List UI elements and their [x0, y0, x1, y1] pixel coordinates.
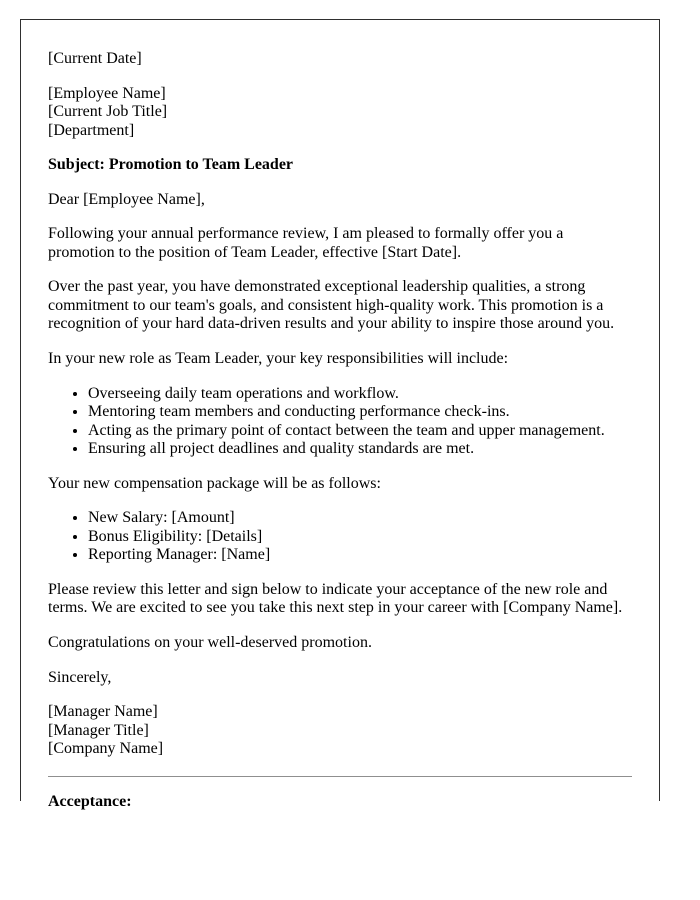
acceptance-heading: Acceptance: — [48, 792, 132, 810]
recipient-job-title: [Current Job Title] — [48, 103, 168, 121]
salutation: Dear [Employee Name], — [48, 190, 205, 208]
responsibility-item: • Overseeing daily team operations and workflow. — [88, 385, 632, 404]
responsibility-item: • Mentoring team members and conducting performance check-ins. — [88, 403, 632, 422]
responsibilities-list — [48, 385, 632, 459]
signature-company-name: [Company Name] — [48, 740, 164, 758]
compensation-list — [48, 509, 632, 565]
date-line: [Current Date] — [48, 50, 142, 67]
recipient-department: [Department] — [48, 121, 135, 139]
paragraph-offer: Following your annual performance review, I am pleased to formally offer you a promotion to the position of Team Leader, effective [Start Date]. — [48, 225, 564, 261]
signature-manager-title: [Manager Title] — [48, 721, 149, 739]
responsibility-item: • Ensuring all project deadlines and quality standards are met. — [88, 440, 632, 459]
paragraph-review: Please review this letter and sign below to indicate your acceptance of the new role and terms. We are excited to see you take this next step in your career with [Company Name]. — [48, 580, 623, 617]
signature-manager-name: [Manager Name] — [48, 703, 158, 721]
recipient-name: [Employee Name] — [48, 84, 166, 102]
paragraph-congrats: Congratulations on your well-deserved promotion. — [48, 634, 372, 652]
compensation-item: • New Salary: [Amount] — [88, 509, 632, 528]
signature-block — [48, 703, 632, 759]
paragraph-recognition: Over the past year, you have demonstrated exceptional leadership qualities, a strong commitment to our team's goals, and consistent high-quality work. This promotion is a recognition of your hard data-driven results and your ability to inspire those around you. — [48, 278, 615, 333]
letter-page — [20, 19, 660, 810]
responsibility-item: • Acting as the primary point of contact between the team and upper management. — [88, 422, 632, 441]
subject-line: Subject: Promotion to Team Leader — [48, 156, 294, 174]
recipient-block — [48, 85, 632, 141]
closing: Sincerely, — [48, 668, 112, 686]
responsibilities-lead: In your new role as Team Leader, your key responsibilities will include: — [48, 350, 509, 368]
section-divider — [48, 776, 632, 777]
compensation-item: • Bonus Eligibility: [Details] — [88, 528, 632, 547]
compensation-item: • Reporting Manager: [Name] — [88, 546, 632, 565]
compensation-lead: Your new compensation package will be as follows: — [48, 474, 381, 492]
